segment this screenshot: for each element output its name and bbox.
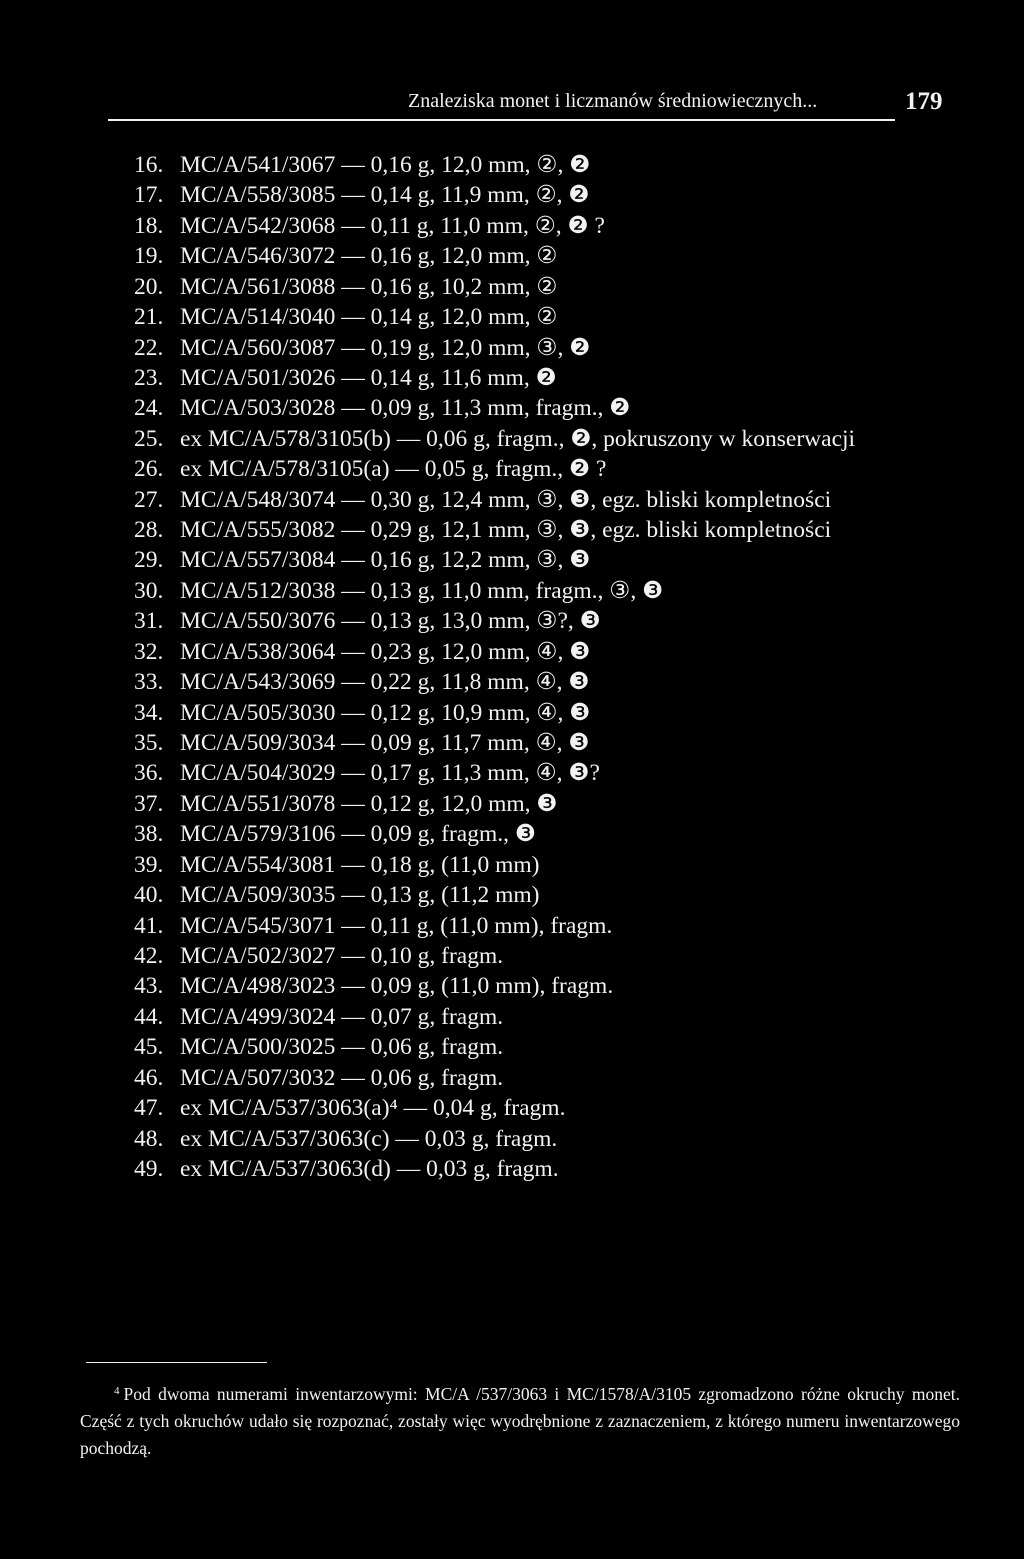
list-item: [0, 211, 1024, 241]
list-item: [0, 637, 1024, 667]
list-item: [0, 1032, 1024, 1062]
item-number: 24.: [134, 395, 164, 422]
item-description: ex MC/A/537/3063(d) — 0,03 g, fragm.: [180, 1155, 559, 1182]
item-description: MC/A/514/3040 — 0,14 g, 12,0 mm, ②: [180, 304, 558, 331]
item-number: 26.: [134, 456, 164, 483]
item-description: MC/A/501/3026 — 0,14 g, 11,6 mm, ❷: [180, 364, 557, 391]
list-item: [0, 241, 1024, 271]
list-item: [0, 576, 1024, 606]
item-number: 48.: [134, 1125, 164, 1152]
item-number: 30.: [134, 577, 164, 604]
list-item: [0, 1154, 1024, 1184]
list-item: [0, 393, 1024, 423]
list-item: [0, 698, 1024, 728]
list-item: [0, 850, 1024, 880]
footnote-text: Pod dwoma numerami inwentarzowymi: MC/A /537/3063 i MC/1578/A/3105 zgromadzono różne okruchy monet. Część z tych okruchów udało się rozpoznać, zostały więc wyodrębnione z zaznaczeniem, z którego numeru inwentarzowego pochodzą.: [80, 1384, 960, 1458]
page-number: 179: [905, 88, 943, 115]
item-description: MC/A/509/3034 — 0,09 g, 11,7 mm, ④, ❸: [180, 730, 590, 757]
item-description: MC/A/505/3030 — 0,12 g, 10,9 mm, ④, ❸: [180, 699, 591, 726]
list-item: [0, 363, 1024, 393]
list-item: [0, 424, 1024, 454]
list-item: [0, 1124, 1024, 1154]
item-number: 37.: [134, 790, 164, 817]
item-description: MC/A/551/3078 — 0,12 g, 12,0 mm, ❸: [180, 790, 558, 817]
item-number: 16.: [134, 152, 164, 178]
item-description: MC/A/541/3067 — 0,16 g, 12,0 mm, ②, ❷: [180, 152, 591, 178]
list-item: [0, 515, 1024, 545]
item-number: 43.: [134, 973, 164, 1000]
item-number: 28.: [134, 517, 164, 544]
item-number: 42.: [134, 942, 164, 969]
footnote: [80, 1378, 960, 1462]
item-description: MC/A/558/3085 — 0,14 g, 11,9 mm, ②, ❷: [180, 182, 590, 209]
list-item: [0, 485, 1024, 515]
item-description: MC/A/502/3027 — 0,10 g, fragm.: [180, 942, 504, 969]
item-number: 19.: [134, 243, 164, 270]
item-number: 20.: [134, 273, 164, 300]
item-description: MC/A/509/3035 — 0,13 g, (11,2 mm): [180, 882, 540, 909]
item-description: MC/A/503/3028 — 0,09 g, 11,3 mm, fragm., ❷: [180, 395, 631, 422]
item-number: 29.: [134, 547, 164, 574]
item-number: 47.: [134, 1095, 164, 1122]
item-number: 49.: [134, 1155, 164, 1182]
list-item: [0, 333, 1024, 363]
item-number: 46.: [134, 1064, 164, 1091]
list-item: [0, 941, 1024, 971]
item-number: 41.: [134, 912, 164, 939]
list-item: [0, 667, 1024, 697]
item-description: MC/A/512/3038 — 0,13 g, 11,0 mm, fragm., ③, ❸: [180, 577, 664, 604]
item-description: MC/A/499/3024 — 0,07 g, fragm.: [180, 1003, 504, 1030]
list-item: [0, 911, 1024, 941]
item-description: MC/A/546/3072 — 0,16 g, 12,0 mm, ②: [180, 243, 558, 270]
item-number: 31.: [134, 608, 164, 635]
item-description: ex MC/A/578/3105(b) — 0,06 g, fragm., ❷, pokruszony w konserwacji: [180, 425, 856, 452]
item-number: 33.: [134, 669, 164, 696]
list-item: [0, 606, 1024, 636]
list-item: [0, 150, 1024, 180]
item-description: ex MC/A/578/3105(a) — 0,05 g, fragm., ❷ ?: [180, 456, 607, 483]
item-description: MC/A/538/3064 — 0,23 g, 12,0 mm, ④, ❸: [180, 638, 591, 665]
list-item: [0, 819, 1024, 849]
item-number: 21.: [134, 304, 164, 331]
item-description: MC/A/579/3106 — 0,09 g, fragm., ❸: [180, 821, 536, 848]
list-item: [0, 1063, 1024, 1093]
header-rule: [108, 119, 895, 121]
list-item: [0, 545, 1024, 575]
list-item: [0, 454, 1024, 484]
item-number: 38.: [134, 821, 164, 848]
item-number: 34.: [134, 699, 164, 726]
list-item: [0, 302, 1024, 332]
list-item: [0, 1093, 1024, 1123]
list-item: [0, 728, 1024, 758]
item-number: 23.: [134, 364, 164, 391]
item-description: MC/A/557/3084 — 0,16 g, 12,2 mm, ③, ❸: [180, 547, 591, 574]
running-title: Znaleziska monet i liczmanów średniowiecznych...: [408, 90, 818, 112]
coin-list: [0, 150, 1024, 1184]
item-description: MC/A/548/3074 — 0,30 g, 12,4 mm, ③, ❸, egz. bliski kompletności: [180, 486, 832, 513]
item-description: MC/A/500/3025 — 0,06 g, fragm.: [180, 1034, 504, 1061]
item-description: MC/A/507/3032 — 0,06 g, fragm.: [180, 1064, 504, 1091]
list-item: [0, 789, 1024, 819]
item-description: MC/A/498/3023 — 0,09 g, (11,0 mm), fragm.: [180, 973, 614, 1000]
item-number: 25.: [134, 425, 164, 452]
list-item: [0, 758, 1024, 788]
item-number: 39.: [134, 851, 164, 878]
item-description: MC/A/560/3087 — 0,19 g, 12,0 mm, ③, ❷: [180, 334, 591, 361]
item-number: 44.: [134, 1003, 164, 1030]
item-number: 27.: [134, 486, 164, 513]
item-description: MC/A/504/3029 — 0,17 g, 11,3 mm, ④, ❸?: [180, 760, 600, 787]
item-description: MC/A/554/3081 — 0,18 g, (11,0 mm): [180, 851, 540, 878]
item-number: 40.: [134, 882, 164, 909]
item-number: 32.: [134, 638, 164, 665]
footnote-rule: [86, 1362, 267, 1363]
item-number: 45.: [134, 1034, 164, 1061]
item-number: 17.: [134, 182, 164, 209]
item-number: 36.: [134, 760, 164, 787]
list-item: [0, 971, 1024, 1001]
list-item: [0, 272, 1024, 302]
item-description: MC/A/555/3082 — 0,29 g, 12,1 mm, ③, ❸, egz. bliski kompletności: [180, 517, 832, 544]
footnote-marker: 4: [114, 1385, 120, 1397]
item-description: MC/A/550/3076 — 0,13 g, 13,0 mm, ③?, ❸: [180, 608, 601, 635]
item-description: MC/A/561/3088 — 0,16 g, 10,2 mm, ②: [180, 273, 558, 300]
item-description: ex MC/A/537/3063(c) — 0,03 g, fragm.: [180, 1125, 558, 1152]
list-item: [0, 180, 1024, 210]
list-item: [0, 880, 1024, 910]
item-number: 22.: [134, 334, 164, 361]
item-description: MC/A/545/3071 — 0,11 g, (11,0 mm), fragm.: [180, 912, 613, 939]
item-description: MC/A/543/3069 — 0,22 g, 11,8 mm, ④, ❸: [180, 669, 590, 696]
item-description: MC/A/542/3068 — 0,11 g, 11,0 mm, ②, ❷ ?: [180, 212, 605, 239]
item-number: 18.: [134, 212, 164, 239]
item-description: ex MC/A/537/3063(a)⁴ — 0,04 g, fragm.: [180, 1095, 566, 1122]
item-number: 35.: [134, 730, 164, 757]
list-item: [0, 1002, 1024, 1032]
